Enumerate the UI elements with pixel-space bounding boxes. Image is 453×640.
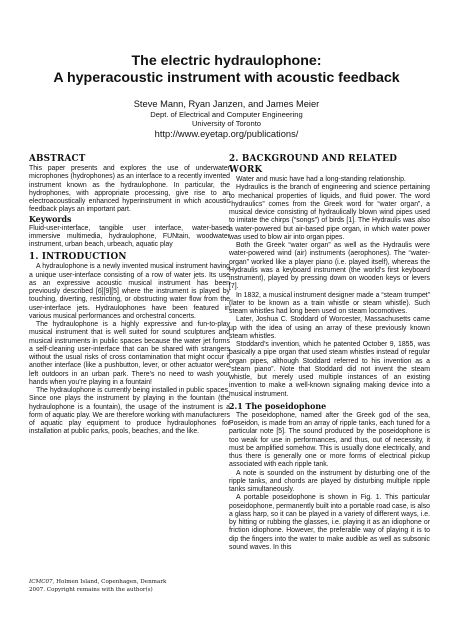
right-column [229, 154, 430, 552]
background-paragraph: Later, Joshua C. Stoddard of Worcester, Massachusetts came up with the idea of using an array of these previously known steam whistles. [229, 316, 430, 340]
footnote-copyright: 2007. Copyright remains with the author(s) [29, 586, 153, 593]
paper-title-line-2: A hyperacoustic instrument with acoustic feedback [53, 70, 400, 86]
affiliation-department: Dept. of Electrical and Computer Engineering [150, 110, 303, 119]
poseidophone-paragraph: The poseidophone, named after the Greek god of the sea, Poseidon, is made from an array of ripple tanks, each tuned for a particular note [5]. The sound produced by the poseidophone is too weak for use in performances, and thus, out of necessity, it must be amplified somehow. This is usually done electrically, and thus there is generally one or more forms of electrical pickup associated with each ripple tank. [229, 411, 430, 469]
keywords-text: Fluid-user-interface, tangible user interface, water-based immersive multimedia, hydraulophone, FUNtain, woodwater instrument, urban beach, urbeach, aquatic play [29, 224, 230, 248]
abstract-text: This paper presents and explores the use of underwater microphones (hydrophones) as an interface to a recently invented instrument known as the hydraulophone. In particular, the hydrophones, with appropriate processing, give rise to an electroacoustically enhanced hyperinstrument in which acoustic feedback plays an important part. [29, 165, 230, 214]
poseidophone-paragraph: A portable poseidophone is shown in Fig. 1. This particular poseidophone, permanently built into a portable road case, is also a glass harp, so it can be played in a variety of different ways, i.e. by hitting or rubbing the glasses, i.e. playing it as an idiophone or friction idiophone. However, the preferable way of playing it is to dip the fingers into the water to make audible as well as subsonic sound waves. In this [229, 494, 430, 551]
publications-url[interactable]: http://www.eyetap.org/publications/ [154, 129, 299, 139]
footnote-venue: ICMC07, [29, 579, 55, 585]
keywords-heading: Keywords [29, 214, 72, 224]
introduction-paragraph: The hydraulophone is currently being installed in public spaces. Since one plays the instrument by playing in the fountain (the hydraulophone is a fountain), the usage of the instrument is a form of aquatic play. We are therefore working with manufacturers of aquatic play equipment to produce hydraulophones for installation at public parks, pools, beaches, and the like. [29, 387, 230, 436]
conference-footnote [29, 579, 229, 594]
introduction-paragraph: A hydraulophone is a newly invented musical instrument having a unique user-interface consisting of a row of water jets. Its use as an expressive acoustic musical instrument has been previously described [6][9][5] where the instrument is played by touching, diverting, restricting, or obstructing water flow from the user-interface jets. Hydraulophones have been featured in various musical performances and orchestral concerts. [29, 263, 230, 320]
left-column [29, 154, 230, 437]
paper-title-line-1: The electric hydraulophone: [131, 53, 322, 69]
affiliation-university: University of Toronto [191, 119, 262, 128]
background-paragraph: Stoddard’s invention, which he patented October 9, 1855, was basically a pipe organ that used steam whistles instead of regular organ pipes, although Stoddard referred to his invention as a “steam piano”. Note that Stoddard did not invent the steam whistle, but merely used multiple instances of an existing invention to make a well-known signaling making device into a musical instrument. [229, 341, 430, 398]
background-paragraph: Water and music have had a long-standing relationship. [236, 176, 406, 183]
background-paragraph: Both the Greek “water organ” as well as the Hydraulis were water-powered wind (air) instruments (aerophones). The “water-organ” worked like a player piano (i.e. played itself), whereas the Hydraulis was a keyboard instrument (the world’s first keyboard instrument), played by pressing down on wooden keys or levers [7]. [229, 242, 430, 291]
background-paragraph: Hydraulics is the branch of engineering and science pertaining to mechanical properties of liquids, and fluid power. The word “hydraulics” comes from the Greek word for “water organ”, a musical device consisting of hydraulically blown wind pipes used to imitate the chirps (“songs”) of birds [1]. The Hydraulis was also a water-powered but air-based pipe organ, in which water power was used to blow air into organ pipes. [229, 184, 430, 241]
introduction-paragraph: The hydraulophone is a highly expressive and fun-to-play musical instrument that is well suited for sound sculptures and musical instruments in public spaces because the water jet forms a self-cleaning user-interface that can be shared with strangers without the usual risks of cross contamination that might occur if another interface (like a pushbutton, lever, or other actuator were left outdoors in an urban park. There’s no need to wash your hands when you’re playing in a fountain! [29, 321, 230, 386]
author-list: Steve Mann, Ryan Janzen, and James Meier [133, 99, 320, 109]
poseidophone-heading: 2.1 The poseidophone [229, 401, 327, 411]
footnote-place: Holmen Island, Copenhagen, Denmark [54, 579, 167, 585]
abstract-heading: ABSTRACT [29, 154, 86, 164]
background-heading: 2. BACKGROUND AND RELATED WORK [229, 154, 398, 175]
poseidophone-paragraph: A note is sounded on the instrument by disturbing one of the ripple tanks, and chords are played by disturbing multiple ripple tanks simultaneously. [229, 469, 430, 493]
background-paragraph: In 1832, a musical instrument designer made a “steam trumpet” (later to be known as a train whistle or steam whistle). Such steam whistles had long been used on steam locomotives. [229, 291, 430, 315]
introduction-heading: 1. INTRODUCTION [29, 252, 127, 263]
